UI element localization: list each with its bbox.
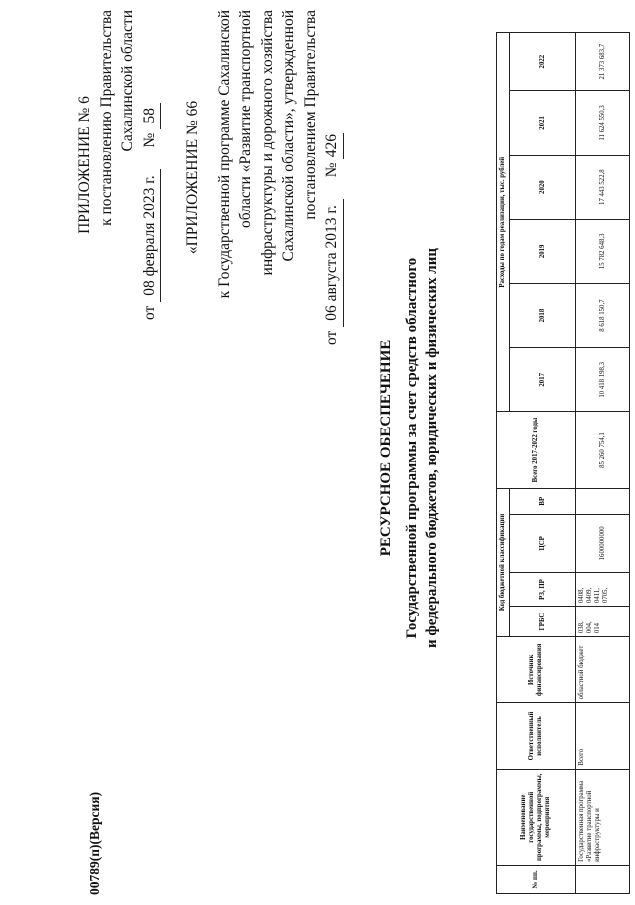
appendix-6-from-label: от: [140, 305, 158, 320]
header-name: Наименование государственной программы, подпрограммы, мероприятия: [497, 769, 576, 865]
header-rzpr: РЗ, ПР: [510, 572, 576, 606]
appendix-66-line: к Государственной программе Сахалинской: [215, 10, 233, 299]
cell-year-value: 10 418 198,3: [576, 348, 630, 412]
header-no: № пп.: [497, 865, 576, 893]
appendix-66-number: 426: [321, 133, 344, 159]
cell-year-value: 17 443 522,8: [576, 155, 630, 219]
appendix-66-num-label: №: [323, 162, 340, 178]
appendix-66-block: [182, 10, 344, 345]
heading-line2: Государственной программы за счет средств областного: [404, 257, 420, 639]
cell-no: [576, 865, 630, 893]
cell-year-value: 11 624 550,3: [576, 91, 630, 155]
heading-line3: и федерального бюджетов, юридических и физических лиц: [424, 248, 440, 649]
header-year: 2017: [510, 348, 576, 412]
appendix-6-date-line: [139, 10, 162, 320]
cell-grbs: 038, 004, 014: [576, 607, 630, 637]
header-executor: Ответственный исполнитель: [497, 703, 576, 769]
appendix-66-line: Сахалинской области», утвержденной: [280, 10, 297, 262]
cell-vr: [576, 488, 630, 514]
cell-rzpr: 0408, 0409, 0411, 0705,: [576, 572, 630, 606]
cell-year-value: 21 373 683,7: [576, 33, 630, 91]
appendix-6-num-label: №: [140, 132, 158, 148]
appendix-66-line: постановлением Правительства: [301, 10, 319, 220]
cell-year-value: 15 782 648,3: [576, 219, 630, 283]
appendix-66-line: инфраструктуры и дорожного хозяйства: [258, 10, 276, 276]
heading-line1: РЕСУРСНОЕ ОБЕСПЕЧЕНИЕ: [378, 339, 394, 557]
header-source: Источник финансирования: [497, 637, 576, 703]
appendix-6-number: 58: [139, 103, 162, 129]
appendix-6-line2: Сахалинской области: [119, 10, 136, 152]
cell-executor: Всего: [576, 703, 630, 769]
appendix-6-title: ПРИЛОЖЕНИЕ № 6: [76, 96, 93, 234]
cell-year-value: 8 618 150,7: [576, 283, 630, 347]
appendix-66-date: 06 августа 2013 г.: [321, 199, 344, 327]
header-year: 2022: [510, 33, 576, 91]
appendix-66-title: «ПРИЛОЖЕНИЕ № 66: [184, 100, 201, 255]
cell-csr: 1600000000: [576, 514, 630, 572]
appendix-6-block: [74, 10, 161, 320]
appendix-6-date: 08 февраля 2023 г.: [139, 169, 162, 301]
header-vr: ВР: [510, 488, 576, 514]
version-stamp: 00789(п)(Версия): [87, 791, 102, 895]
appendix-66-from-label: от: [323, 330, 340, 345]
cell-name: Государственная программа «Развитие транспортной инфраструктуры и: [576, 769, 630, 865]
header-expenses: Расходы по годам реализации, тыс. рублей: [497, 33, 510, 412]
resource-table: [496, 32, 630, 894]
header-budget-code: Код бюджетной классификации: [497, 488, 510, 636]
cell-total: 85 260 754,1: [576, 412, 630, 488]
document-heading: [376, 228, 442, 668]
header-grbs: ГРБС: [510, 607, 576, 637]
header-total: Всего 2017-2022 годы: [497, 412, 576, 488]
resource-table-wrapper: [496, 32, 630, 894]
cell-source: областной бюджет: [576, 637, 630, 703]
header-year: 2020: [510, 155, 576, 219]
appendix-6-line1: к постановлению Правительства: [97, 10, 115, 226]
header-csr: ЦСР: [510, 514, 576, 572]
appendix-66-date-line: [321, 10, 344, 345]
table-row: [576, 33, 630, 894]
appendix-66-line: области «Развитие транспортной: [237, 10, 254, 228]
header-year: 2021: [510, 91, 576, 155]
header-year: 2019: [510, 219, 576, 283]
header-year: 2018: [510, 283, 576, 347]
